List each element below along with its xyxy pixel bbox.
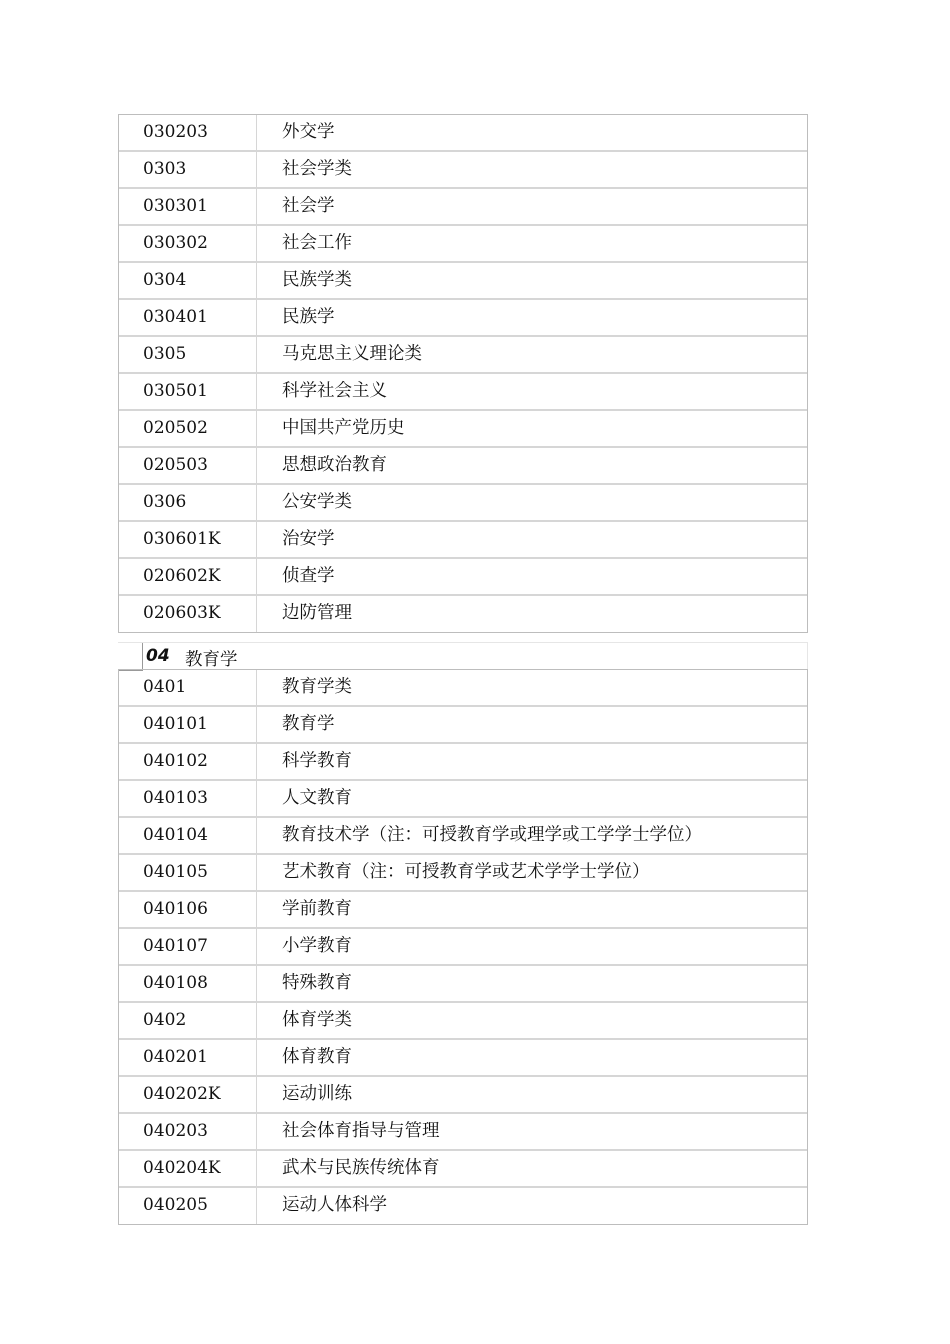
major-name: 教育学 (282, 714, 335, 734)
major-name: 中国共产党历史 (282, 418, 405, 438)
table-row (119, 115, 807, 152)
major-name: 艺术教育（注：可授教育学或艺术学学士学位） (282, 862, 650, 882)
major-name: 外交学 (282, 122, 335, 142)
major-code: 040204K (119, 1151, 257, 1186)
major-code: 030401 (119, 300, 257, 335)
major-name: 社会工作 (282, 233, 352, 253)
major-name: 教育技术学（注：可授教育学或理学或工学学士学位） (282, 825, 702, 845)
major-code: 030601K (119, 522, 257, 557)
table-row (119, 448, 807, 485)
major-code: 040102 (119, 744, 257, 779)
major-name: 社会学类 (282, 159, 352, 179)
table-row (119, 1077, 807, 1114)
major-name: 社会学 (282, 196, 335, 216)
major-code: 030501 (119, 374, 257, 409)
major-name: 体育教育 (282, 1047, 352, 1067)
major-code: 0401 (119, 670, 257, 705)
table-row (119, 1003, 807, 1040)
section-divider (142, 643, 143, 671)
major-name: 侦查学 (282, 566, 335, 586)
section-title: 教育学 (185, 650, 238, 670)
table-row (119, 1188, 807, 1225)
major-name: 体育学类 (282, 1010, 352, 1030)
major-code: 0306 (119, 485, 257, 520)
table-row (119, 337, 807, 374)
table-row (119, 152, 807, 189)
major-name: 民族学 (282, 307, 335, 327)
table-row (119, 522, 807, 559)
major-code: 0305 (119, 337, 257, 372)
major-code: 040104 (119, 818, 257, 853)
table-row (119, 300, 807, 337)
major-code: 040205 (119, 1188, 257, 1224)
major-code: 030301 (119, 189, 257, 224)
major-code: 040201 (119, 1040, 257, 1075)
major-name: 科学社会主义 (282, 381, 387, 401)
table-row (119, 966, 807, 1003)
major-name: 马克思主义理论类 (282, 344, 422, 364)
section-header (118, 642, 808, 670)
major-code: 020603K (119, 596, 257, 632)
major-name: 公安学类 (282, 492, 352, 512)
table-row (119, 411, 807, 448)
major-name: 小学教育 (282, 936, 352, 956)
major-code: 040101 (119, 707, 257, 742)
major-code: 030302 (119, 226, 257, 261)
table-row (119, 744, 807, 781)
major-table-1 (118, 114, 808, 633)
major-name: 社会体育指导与管理 (282, 1121, 440, 1141)
major-name: 学前教育 (282, 899, 352, 919)
table-row (119, 263, 807, 300)
table-row (119, 818, 807, 855)
table-row (119, 596, 807, 633)
table-row (119, 559, 807, 596)
table-row (119, 1114, 807, 1151)
table-row (119, 929, 807, 966)
table-row (119, 189, 807, 226)
major-code: 020602K (119, 559, 257, 594)
table-row (119, 892, 807, 929)
major-code: 040108 (119, 966, 257, 1001)
table-row (119, 226, 807, 263)
major-table-2 (118, 669, 808, 1225)
table-row (119, 781, 807, 818)
major-code: 0402 (119, 1003, 257, 1038)
major-name: 民族学类 (282, 270, 352, 290)
major-code: 020502 (119, 411, 257, 446)
major-name: 武术与民族传统体育 (282, 1158, 440, 1178)
major-name: 运动人体科学 (282, 1195, 387, 1215)
major-name: 边防管理 (282, 603, 352, 623)
major-code: 040202K (119, 1077, 257, 1112)
section-number: 04 (146, 646, 170, 666)
table-row (119, 855, 807, 892)
major-code: 040103 (119, 781, 257, 816)
major-name: 教育学类 (282, 677, 352, 697)
major-code: 020503 (119, 448, 257, 483)
major-code: 040105 (119, 855, 257, 890)
table-row (119, 485, 807, 522)
table-row (119, 374, 807, 411)
table-row (119, 670, 807, 707)
major-code: 0304 (119, 263, 257, 298)
major-name: 特殊教育 (282, 973, 352, 993)
major-code: 040106 (119, 892, 257, 927)
major-name: 人文教育 (282, 788, 352, 808)
major-name: 思想政治教育 (282, 455, 387, 475)
major-name: 科学教育 (282, 751, 352, 771)
major-name: 治安学 (282, 529, 335, 549)
major-code: 0303 (119, 152, 257, 187)
major-code: 040203 (119, 1114, 257, 1149)
major-code: 030203 (119, 115, 257, 150)
major-code: 040107 (119, 929, 257, 964)
table-row (119, 707, 807, 744)
table-row (119, 1151, 807, 1188)
table-row (119, 1040, 807, 1077)
major-name: 运动训练 (282, 1084, 352, 1104)
